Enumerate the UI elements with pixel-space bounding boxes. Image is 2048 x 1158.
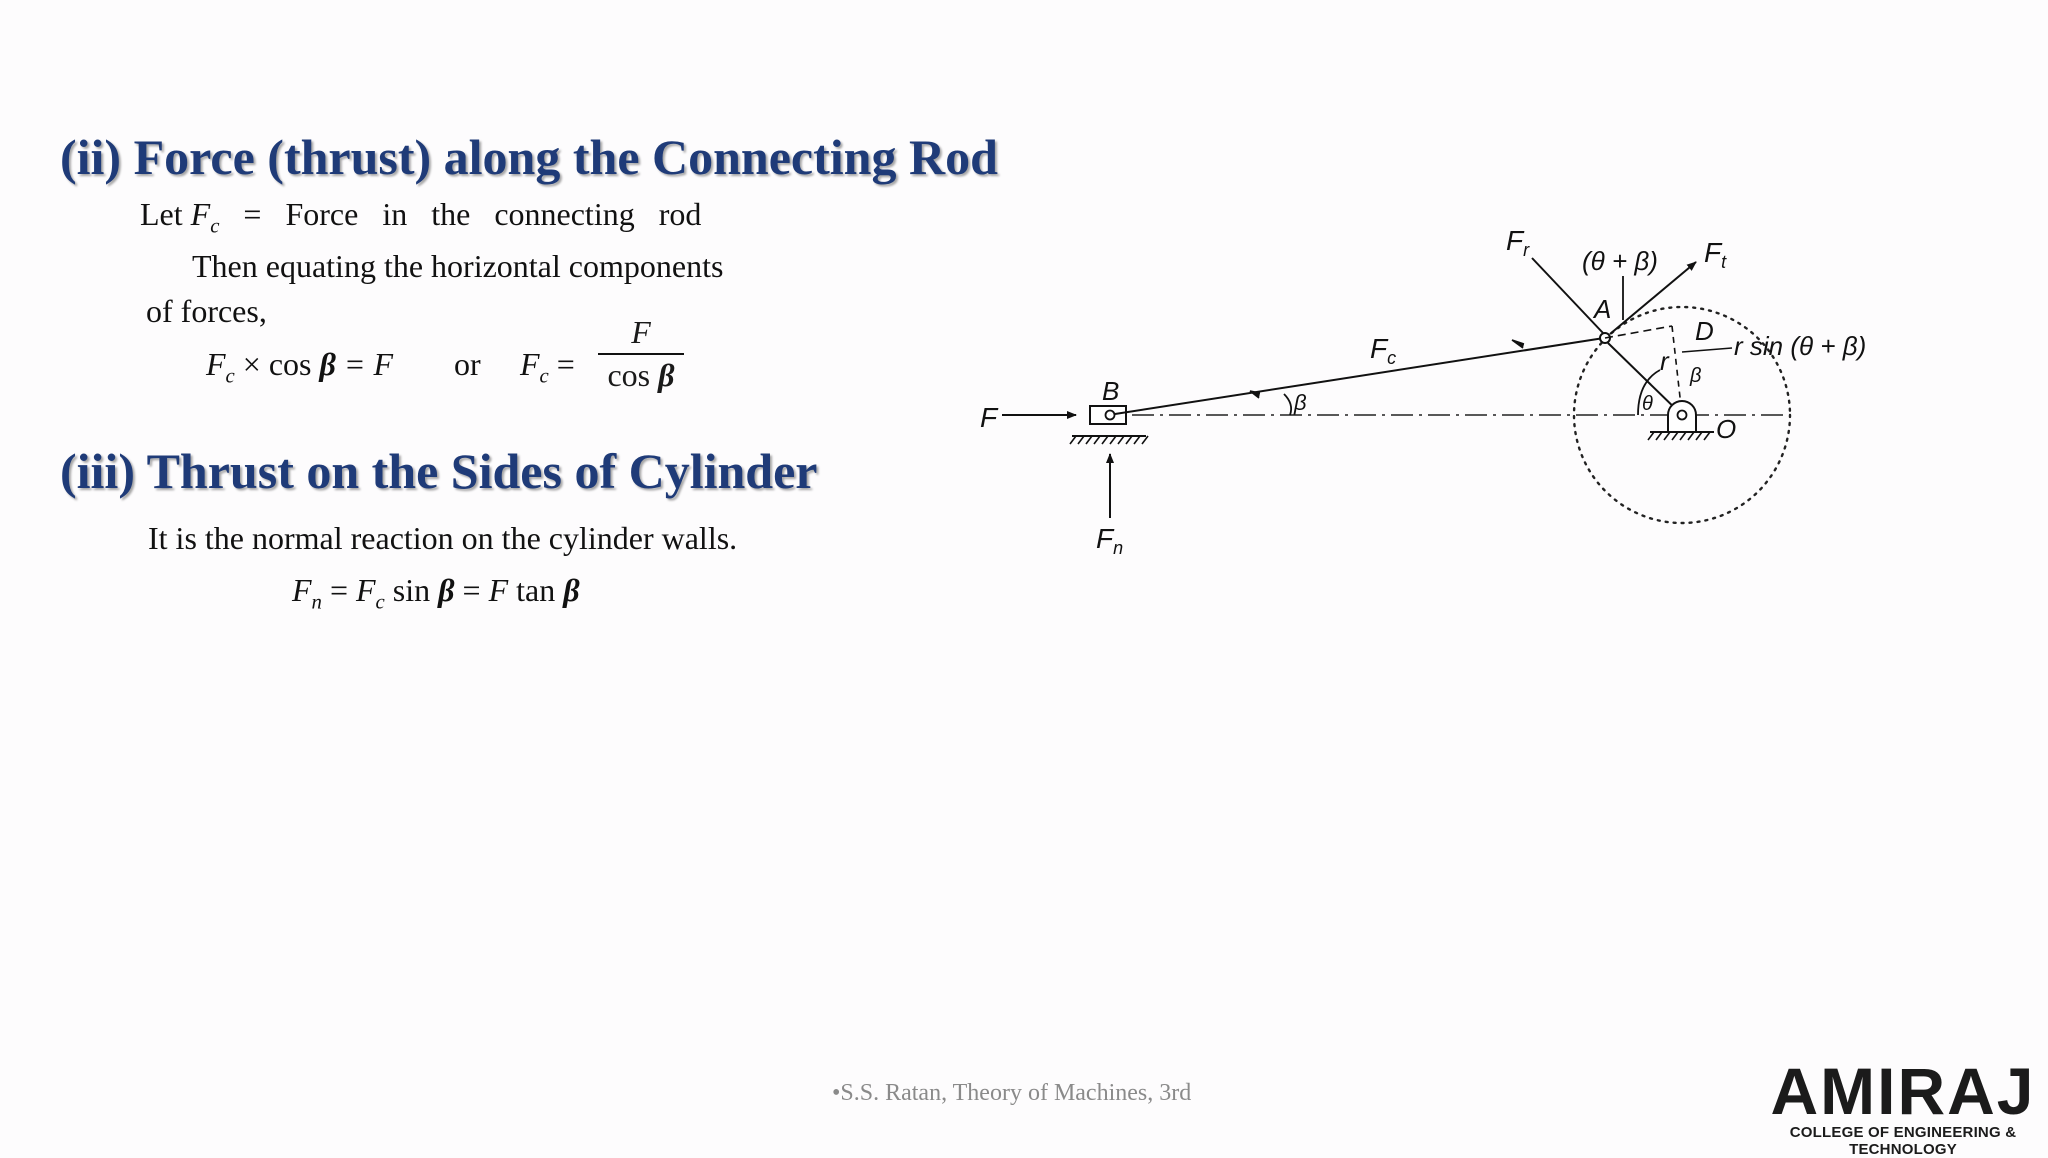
source-citation: •S.S. Ratan, Theory of Machines, 3rd [832, 1080, 1192, 1106]
rod-direction-arrow [1512, 340, 1524, 348]
beta-angle-arc [1284, 394, 1291, 415]
slider-ground-hatch [1070, 436, 1148, 444]
bearing-ground-hatch [1648, 432, 1710, 440]
section-iii-heading: (iii) Thrust on the Sides of Cylinder [60, 443, 818, 499]
logo-wordmark: AMIRAJ [1770, 1054, 2036, 1128]
crank-centre-o [1678, 411, 1687, 420]
gudgeon-pin [1106, 411, 1115, 420]
amiraj-logo [1758, 1054, 2048, 1158]
fc-symbol: $F_c$ [190, 196, 220, 238]
or-word: or [454, 346, 481, 382]
label-fn: $F_n$ [1096, 523, 1124, 558]
section-ii-heading: (ii) Force (thrust) along the Connecting Rod [60, 129, 998, 185]
connecting-rod [1115, 338, 1604, 414]
fraction-f-over-cosbeta [598, 314, 684, 394]
logo-subtitle: COLLEGE OF ENGINEERING & TECHNOLOGY [1789, 1124, 2017, 1158]
let-line [140, 196, 701, 238]
slider-crank-force-diagram [960, 210, 1890, 570]
label-beta: β [1294, 390, 1307, 415]
normal-reaction-line: It is the normal reaction on the cylinder walls. [148, 520, 738, 556]
label-ft: $F_t$ [1704, 237, 1727, 272]
forces-line: of forces, [146, 293, 267, 329]
rod-reverse-arrow [1250, 391, 1260, 398]
fraction-bar [598, 353, 684, 355]
fraction-denominator: cos β [607, 357, 675, 393]
equating-line: Then equating the horizontal components [192, 248, 724, 284]
equation-fn: $F_n = F_c$ sin β = F tan β [292, 572, 580, 614]
label-d: D [1695, 316, 1714, 346]
let-word: Let [140, 196, 183, 232]
let-definition: Force in the connecting rod [285, 196, 702, 232]
label-o: O [1716, 414, 1737, 444]
label-theta: θ [1642, 393, 1653, 415]
label-r-sin: r sin (θ + β) [1734, 331, 1867, 361]
rsin-leader [1682, 348, 1732, 352]
perpendicular-od [1605, 326, 1672, 338]
label-fc: $F_c$ [1370, 333, 1397, 368]
label-fr: $F_r$ [1506, 225, 1530, 260]
label-theta-plus-beta: (θ + β) [1582, 246, 1658, 276]
label-f: F [980, 402, 998, 433]
equals-sign: = [243, 196, 262, 232]
label-a: A [1594, 294, 1612, 324]
equation-fc-cos: $F_c \times \cos \beta = F$ [206, 346, 394, 388]
fraction-numerator: F [631, 314, 651, 350]
label-r: r [1660, 346, 1669, 376]
equation-fc-lhs: $F_c$ = [520, 346, 575, 388]
label-b: B [1102, 376, 1120, 406]
label-beta-2: β [1690, 365, 1702, 387]
